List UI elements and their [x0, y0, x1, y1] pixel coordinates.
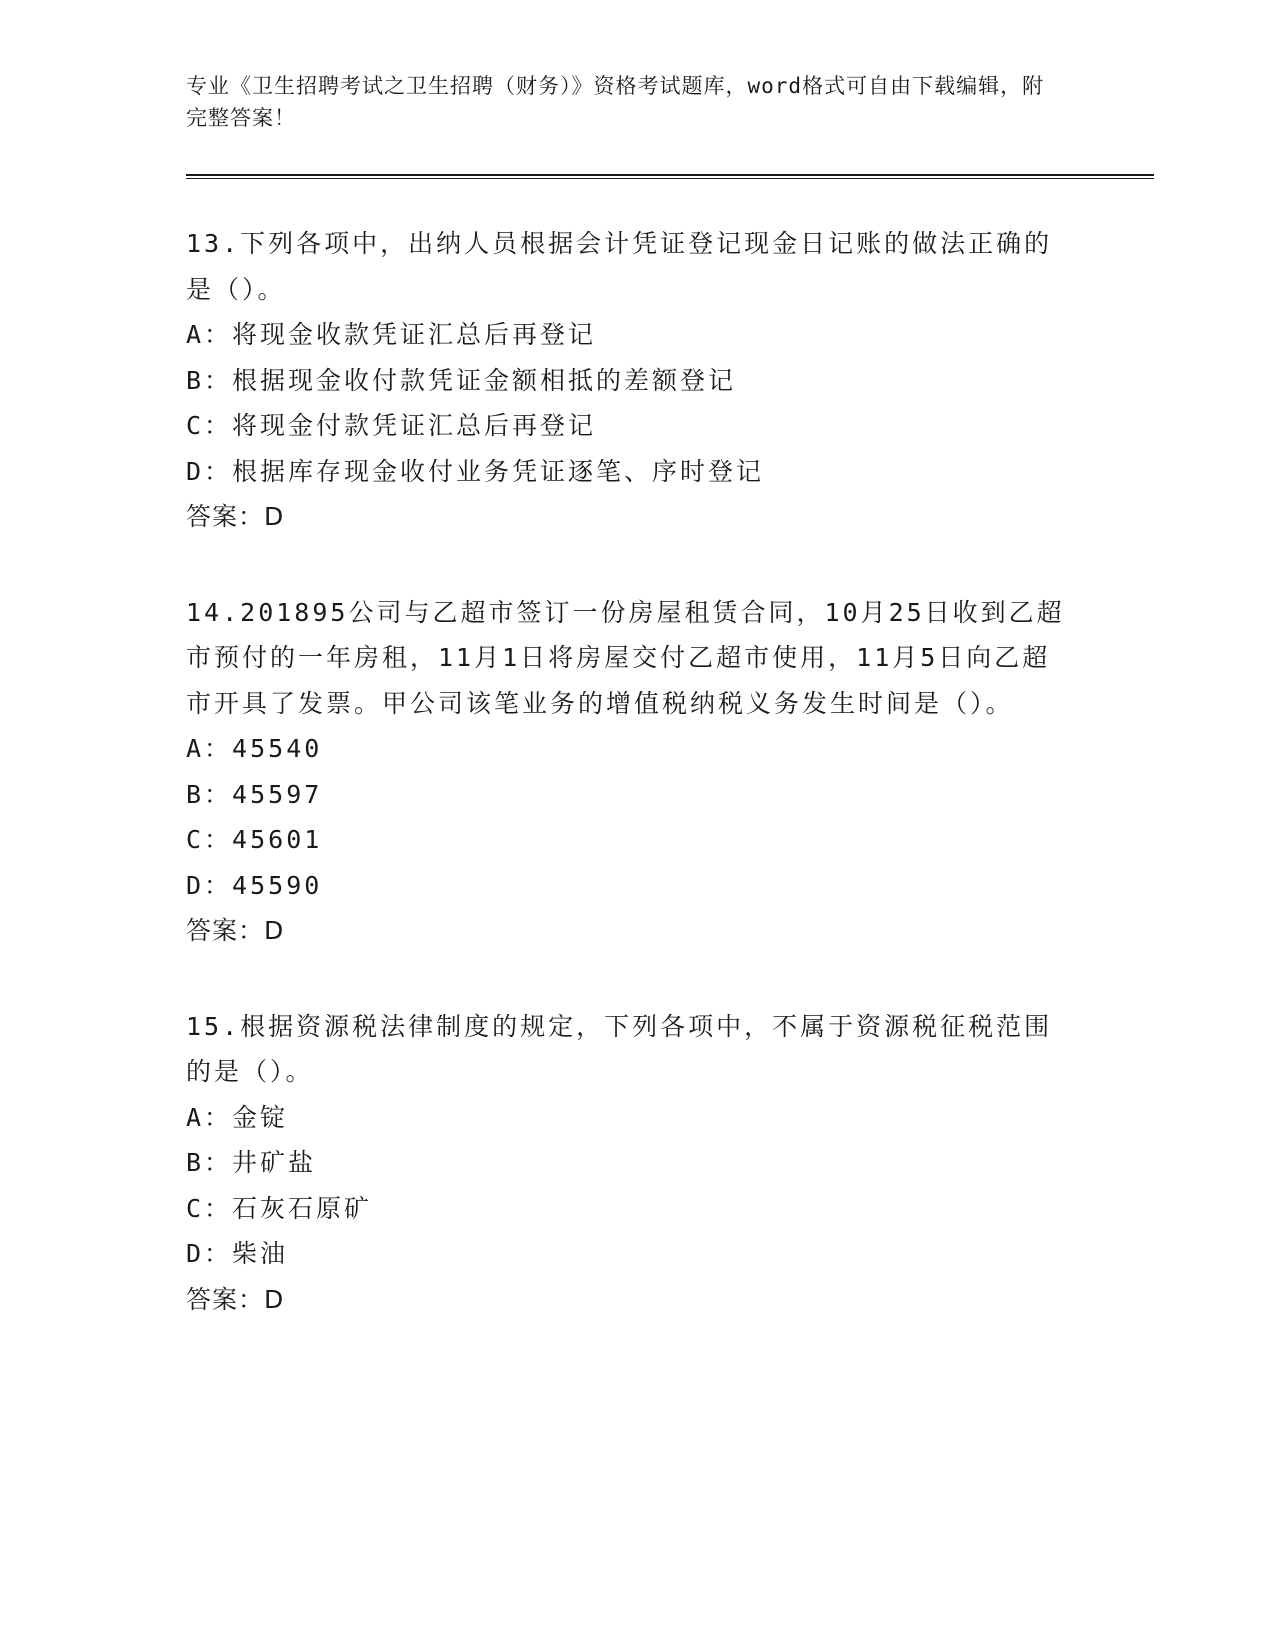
- question-13: [186, 221, 1086, 540]
- answer-line: 答案：D: [186, 916, 285, 945]
- option-a: A：45540: [186, 734, 323, 763]
- option-a: A：金锭: [186, 1102, 289, 1132]
- option-a: A：将现金收款凭证汇总后再登记: [186, 320, 597, 349]
- question-number: 15.: [186, 1011, 241, 1041]
- option-c: C：石灰石原矿: [186, 1193, 373, 1223]
- option-d: D：柴油: [186, 1239, 289, 1268]
- option-d: D：45590: [186, 870, 323, 900]
- question-number: 14.: [186, 597, 241, 627]
- answer-line: 答案：D: [186, 1284, 285, 1314]
- answer-line: 答案：D: [186, 502, 285, 531]
- question-number: 13.: [186, 229, 241, 258]
- option-d: D：根据库存现金收付业务凭证逐笔、序时登记: [186, 456, 765, 486]
- option-c: C：将现金付款凭证汇总后再登记: [186, 411, 597, 440]
- header-description: 专业《卫生招聘考试之卫生招聘（财务）》资格考试题库，word格式可自由下载编辑，附完整答案！: [186, 74, 1045, 130]
- option-b: B：井矿盐: [186, 1148, 317, 1177]
- question-15: [186, 1004, 1086, 1323]
- question-text: 根据资源税法律制度的规定，下列各项中，不属于资源税征税范围的是（）。: [186, 1011, 1053, 1086]
- question-stem: [186, 590, 1076, 727]
- document-page: [186, 70, 1086, 1372]
- question-list: [186, 221, 1086, 1322]
- option-b: B：45597: [186, 779, 323, 809]
- header-divider: [186, 174, 1154, 179]
- question-text: 201895公司与乙超市签订一份房屋租赁合同，10月25日收到乙超市预付的一年房租，11月1日将房屋交付乙超市使用，11月5日向乙超市开具了发票。甲公司该笔业务的增值税纳税义务发生时间是（）。: [186, 597, 1065, 718]
- question-14: [186, 590, 1086, 954]
- question-stem: [186, 1004, 1076, 1095]
- question-stem: [186, 221, 1076, 312]
- question-text: 下列各项中，出纳人员根据会计凭证登记现金日记账的做法正确的是（）。: [186, 229, 1053, 304]
- option-b: B：根据现金收付款凭证金额相抵的差额登记: [186, 365, 737, 395]
- option-c: C：45601: [186, 825, 323, 854]
